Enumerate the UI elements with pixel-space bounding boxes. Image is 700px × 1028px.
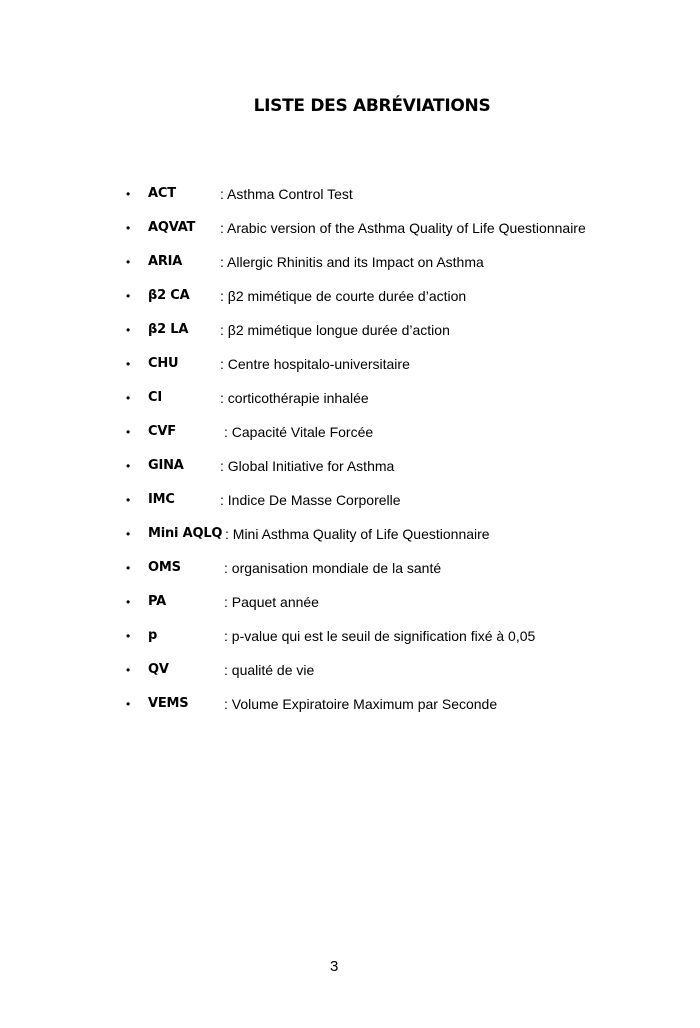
definition: : Asthma Control Test [220,186,353,202]
bullet-icon: • [126,493,131,507]
bullet-icon: • [126,425,131,439]
definition: : Arabic version of the Asthma Quality of Life Questionnaire [220,220,586,236]
abbreviation: β2 LA [148,322,189,337]
abbreviation: PA [148,594,166,609]
definition: : Indice De Masse Corporelle [220,492,401,508]
abbreviation: ACT [148,186,176,201]
abbreviation: p [148,628,158,643]
bullet-icon: • [126,357,131,371]
definition: : Capacité Vitale Forcée [224,424,374,440]
bullet-icon: • [126,187,131,201]
bullet-icon: • [126,663,131,677]
definition: : p-value qui est le seuil de signification fixé à 0,05 [224,628,536,644]
abbreviation: VEMS [148,696,189,711]
definition: : β2 mimétique de courte durée d’action [220,288,467,304]
bullet-icon: • [126,459,131,473]
abbreviation: CI [148,390,162,405]
definition: : Volume Expiratoire Maximum par Seconde [224,696,498,712]
bullet-icon: • [126,697,131,711]
abbreviation: Mini AQLQ [148,526,223,541]
bullet-icon: • [126,255,131,269]
definition: : β2 mimétique longue durée d’action [220,322,450,338]
page-number: 3 [330,958,339,975]
bullet-icon: • [126,629,131,643]
definition: : Allergic Rhinitis and its Impact on Asthma [220,254,484,270]
definition: : organisation mondiale de la santé [224,560,442,576]
abbreviation: AQVAT [148,220,196,235]
abbreviation: CVF [148,424,176,439]
abbreviation: OMS [148,560,181,575]
definition: : qualité de vie [224,662,315,678]
bullet-icon: • [126,391,131,405]
abbreviation: ARIA [148,254,183,269]
abbreviation: GINA [148,458,184,473]
bullet-icon: • [126,595,131,609]
abbreviation: CHU [148,356,179,371]
page-title: LISTE DES ABRÉVIATIONS [253,96,491,116]
definition: : Global Initiative for Asthma [220,458,395,474]
bullet-icon: • [126,527,131,541]
definition: : Paquet année [224,594,319,610]
definition: : Centre hospitalo-universitaire [220,356,410,372]
definition: : corticothérapie inhalée [220,390,369,406]
bullet-icon: • [126,561,131,575]
bullet-icon: • [126,221,131,235]
abbreviation: β2 CA [148,288,190,303]
bullet-icon: • [126,323,131,337]
bullet-icon: • [126,289,131,303]
abbreviation: IMC [148,492,175,507]
definition: : Mini Asthma Quality of Life Questionnaire [225,526,490,542]
abbreviation: QV [148,662,169,677]
